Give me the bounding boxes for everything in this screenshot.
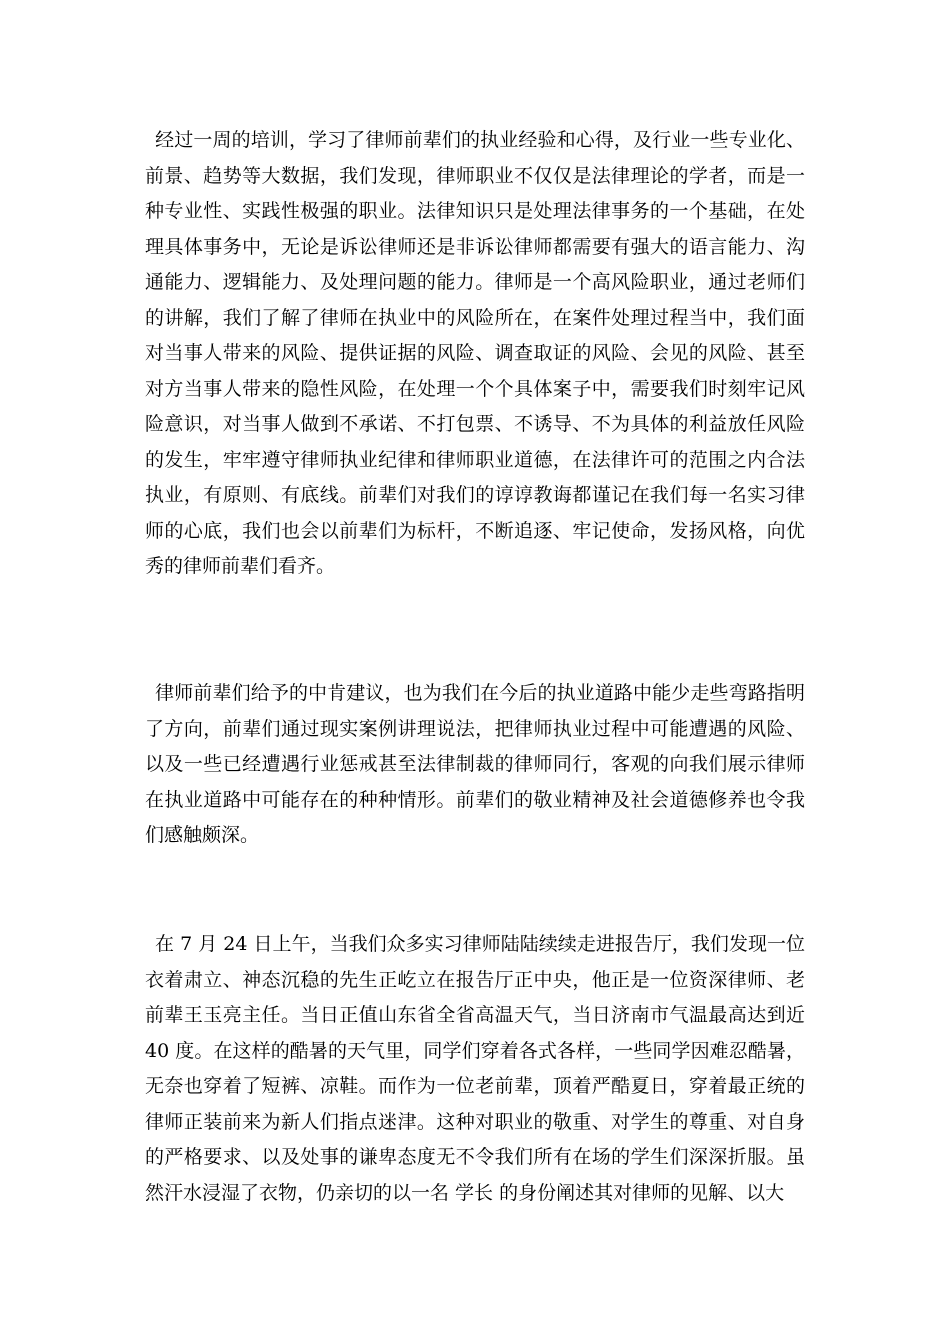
body-paragraph-1: [145, 123, 805, 585]
paragraph-text: 在 7 月 24 日上午，当我们众多实习律师陆陆续续走进报告厅，我们发现一位衣着肃立、神态沉稳的先生正屹立在报告厅正中央，他正是一位资深律师、老前辈王玉亮主任。当日正值山东省全省高温天气，当日济南市气温最高达到近 40 度。在这样的酷暑的天气里，同学们穿着各式各样，一些同学因难忍酷暑，无奈也穿着了短裤、凉鞋。而作为一位老前辈，顶着严酷夏日，穿着最正统的律师正装前来为新人们指点迷津。这种对职业的敬重、对学生的尊重、对自身的严格要求、以及处事的谦卑态度无不令我们所有在场的学生们深深折服。虽然汗水浸湿了衣物，仍亲切的以一名 学长 的身份阐述其对律师的见解、以大: [145, 933, 805, 1204]
body-paragraph-2: [145, 676, 805, 854]
paragraph-text: 律师前辈们给予的中肯建议，也为我们在今后的执业道路中能少走些弯路指明了方向，前辈们通过现实案例讲理说法，把律师执业过程中可能遭遇的风险、以及一些已经遭遇行业惩戒甚至法律制裁的律师同行，客观的向我们展示律师在执业道路中可能存在的种种情形。前辈们的敬业精神及社会道德修养也令我们感触颇深。: [145, 682, 805, 846]
body-paragraph-3: [145, 927, 805, 1211]
paragraph-text: 经过一周的培训，学习了律师前辈们的执业经验和心得，及行业一些专业化、前景、趋势等大数据，我们发现，律师职业不仅仅是法律理论的学者，而是一种专业性、实践性极强的职业。法律知识只是处理法律事务的一个基础，在处理具体事务中，无论是诉讼律师还是非诉讼律师都需要有强大的语言能力、沟通能力、逻辑能力、及处理问题的能力。律师是一个高风险职业，通过老师们的讲解，我们了解了律师在执业中的风险所在，在案件处理过程当中，我们面对当事人带来的风险、提供证据的风险、调查取证的风险、会见的风险、甚至对方当事人带来的隐性风险，在处理一个个具体案子中，需要我们时刻牢记风险意识，对当事人做到不承诺、不打包票、不诱导、不为具体的利益放任风险的发生，牢牢遵守律师执业纪律和律师职业道德，在法律许可的范围之内合法执业，有原则、有底线。前辈们对我们的谆谆教诲都谨记在我们每一名实习律师的心底，我们也会以前辈们为标杆，不断追逐、牢记使命，发扬风格，向优秀的律师前辈们看齐。: [145, 129, 805, 577]
